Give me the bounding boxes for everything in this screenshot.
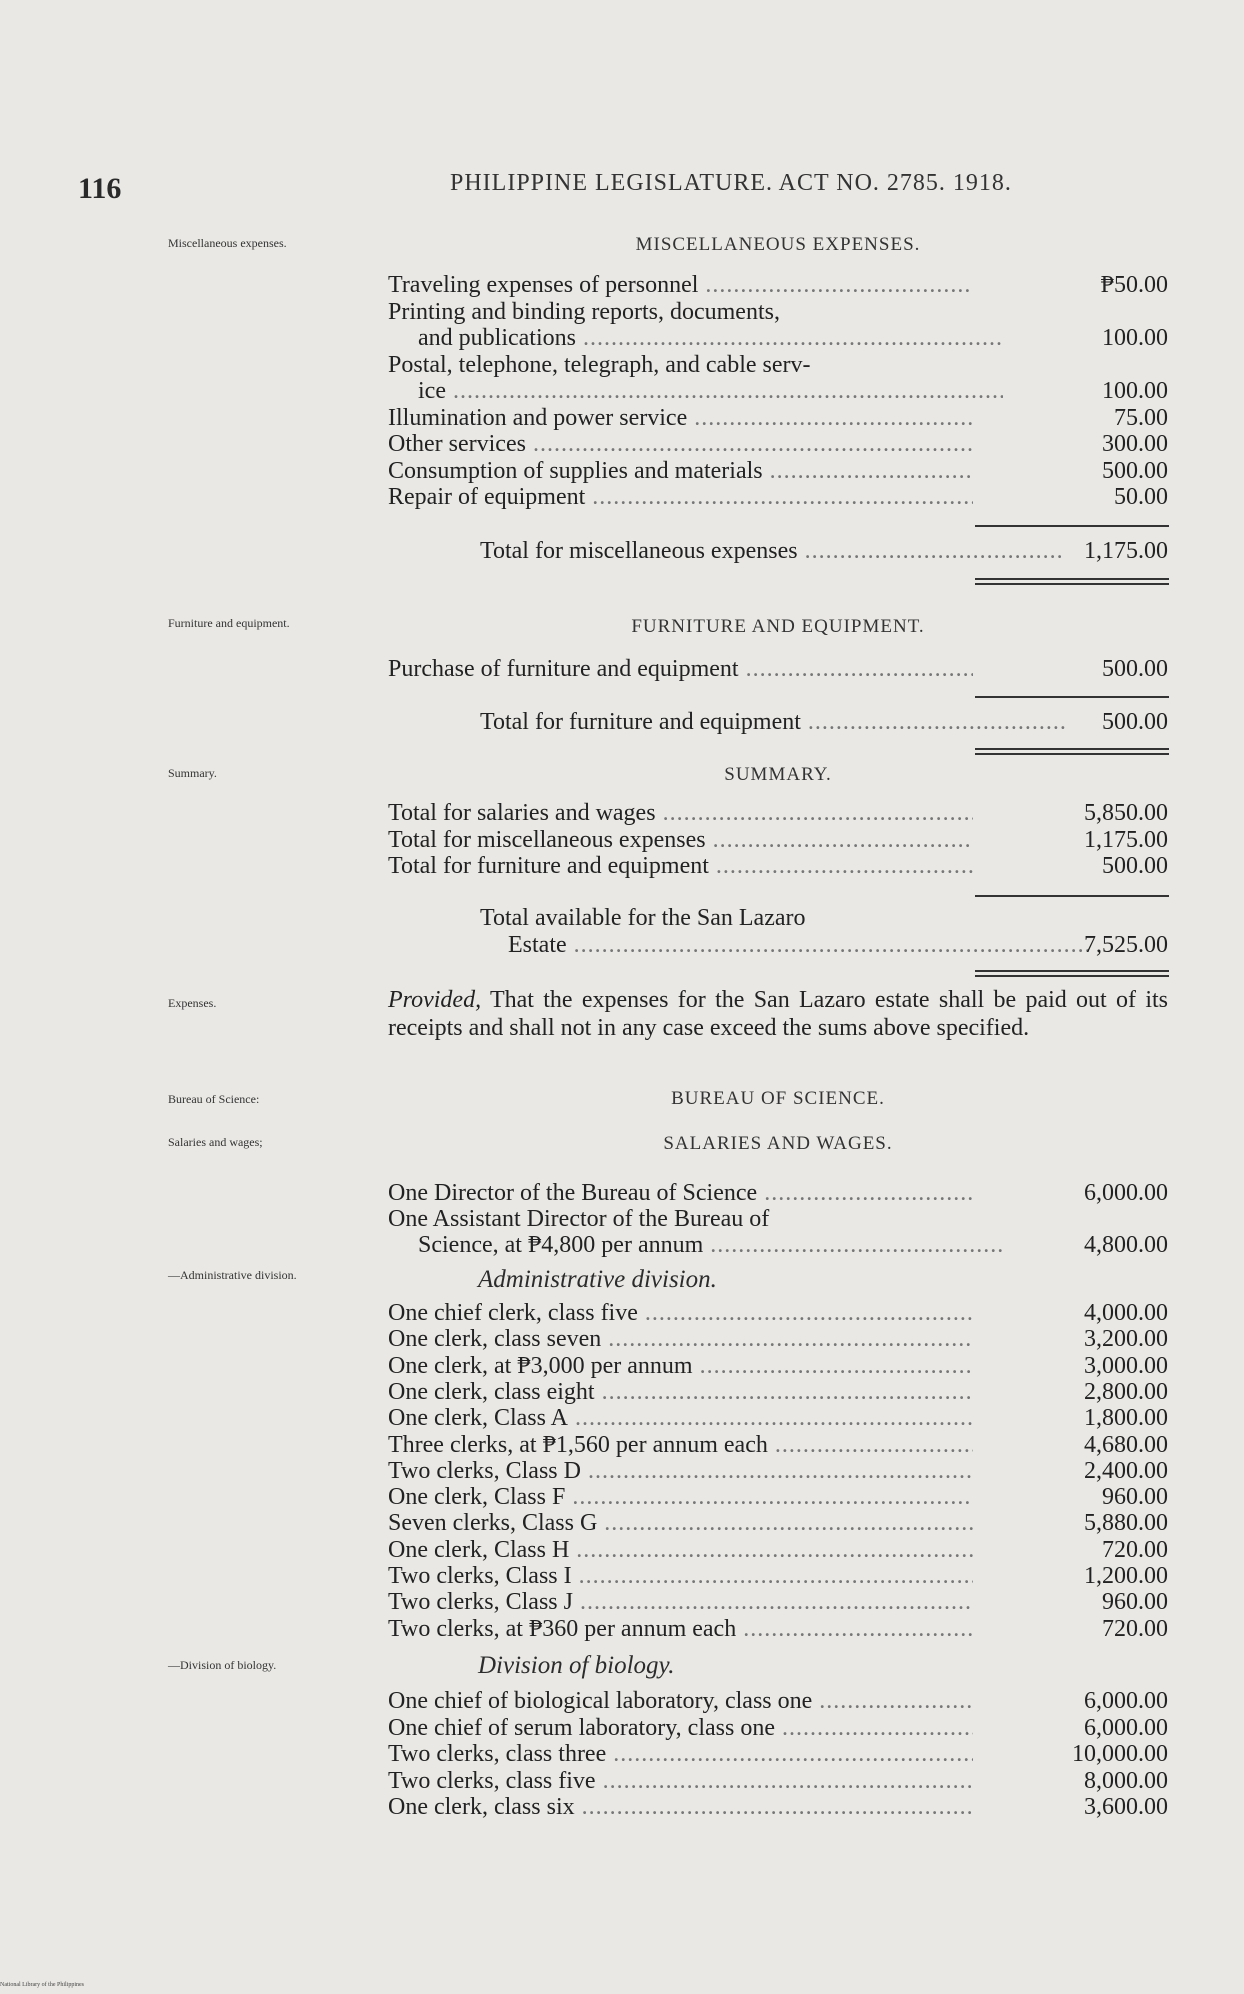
misc-row [388,272,1168,299]
bureau-item-desc: One Director of the Bureau of Science ..... [388,1180,973,1207]
misc-item-amount: 100.00 [1102,378,1168,404]
summary-row [388,827,1168,854]
double-rule [975,970,1169,977]
admin-item-desc: Two clerks, Class J ..... [388,1589,973,1616]
misc-total-row [388,538,1168,565]
admin-row [388,1300,1168,1327]
summary-heading: SUMMARY. [724,764,832,785]
misc-item-amount: ₱50.00 [1100,272,1168,298]
admin-row [388,1326,1168,1353]
furniture-heading: FURNITURE AND EQUIPMENT. [631,616,925,637]
summary-item-amount: 5,850.00 [1084,800,1168,826]
misc-row [388,378,1168,405]
misc-item-desc: and publications ..... [388,325,1003,352]
biology-item-amount: 6,000.00 [1084,1714,1168,1741]
bureau-item-amount: 6,000.00 [1084,1180,1168,1206]
summary-total-line2: Estate ..... [388,932,1093,959]
summary-item-amount: 500.00 [1102,853,1168,879]
summary-total-row-1 [388,905,1168,932]
admin-row [388,1537,1168,1564]
summary-row [388,800,1168,827]
admin-item-amount: 720.00 [1102,1536,1168,1563]
admin-item-desc: One clerk, at ₱3,000 per annum ..... [388,1353,973,1380]
admin-item-desc: One clerk, class seven ..... [388,1326,973,1353]
admin-item-desc: Three clerks, at ₱1,560 per annum each ..... [388,1432,973,1459]
misc-item-desc: Other services ..... [388,431,973,458]
admin-item-amount: 960.00 [1102,1589,1168,1616]
bureau-row [388,1206,1168,1233]
proviso-text: That the expenses for the San Lazaro estate shall be paid out of its receipts and shall not in any case exceed the sums above specified. [388,987,1168,1041]
biology-item-amount: 3,600.00 [1084,1794,1168,1820]
admin-item-desc: One clerk, Class H ..... [388,1537,973,1564]
admin-row [388,1458,1168,1485]
biology-row [388,1715,1168,1742]
misc-row [388,299,1168,326]
admin-item-amount: 5,880.00 [1084,1510,1168,1537]
admin-row [388,1484,1168,1511]
misc-row [388,352,1168,379]
furniture-desc: Purchase of furniture and equipment ..... [388,656,973,683]
margin-note-furniture: Furniture and equipment. [168,616,290,630]
furniture-row [388,656,1168,683]
misc-row [388,458,1168,485]
biology-row [388,1768,1168,1795]
admin-item-desc: One clerk, class eight ..... [388,1379,973,1406]
biology-row [388,1794,1168,1821]
misc-item-amount: 100.00 [1102,325,1168,351]
misc-total-label: Total for miscellaneous expenses ..... [388,538,1065,565]
misc-item-amount: 50.00 [1114,484,1168,510]
proviso-italic: Provided, [388,987,482,1013]
margin-note-admin: —Administrative division. [168,1268,297,1282]
margin-note-bureau: Bureau of Science: [168,1092,260,1106]
misc-item-desc: ice ..... [388,378,1003,405]
margin-note-expenses: Expenses. [168,996,217,1010]
rule [975,525,1169,527]
admin-item-amount: 2,400.00 [1084,1457,1168,1484]
biology-item-amount: 6,000.00 [1084,1688,1168,1714]
rule [975,895,1169,897]
admin-row [388,1563,1168,1590]
margin-note-misc: Miscellaneous expenses. [168,236,287,250]
page-number: 116 [78,172,122,205]
misc-row [388,325,1168,352]
admin-row [388,1589,1168,1616]
bureau-heading: BUREAU OF SCIENCE. [671,1088,885,1109]
misc-total-amount: 1,175.00 [1084,538,1168,564]
admin-item-desc: Two clerks, Class D ..... [388,1458,973,1485]
double-rule [975,578,1169,585]
furniture-total-amount: 500.00 [1102,709,1168,735]
summary-total-line1: Total available for the San Lazaro [480,905,806,931]
biology-item-amount: 10,000.00 [1072,1741,1168,1767]
misc-item-amount: 300.00 [1102,431,1168,457]
admin-item-amount: 4,000.00 [1084,1300,1168,1326]
admin-item-amount: 1,800.00 [1084,1405,1168,1432]
margin-note-biology: —Division of biology. [168,1658,277,1672]
admin-row [388,1510,1168,1537]
admin-item-desc: Seven clerks, Class G ..... [388,1510,973,1537]
misc-item-desc: Repair of equipment ..... [388,484,973,511]
biology-item-desc: One clerk, class six ..... [388,1794,973,1821]
summary-item-desc: Total for furniture and equipment ..... [388,853,973,880]
admin-item-desc: One clerk, Class F ..... [388,1484,973,1511]
misc-item-desc: Consumption of supplies and materials ..... [388,458,973,485]
admin-row [388,1405,1168,1432]
summary-row [388,853,1168,880]
admin-item-desc: Two clerks, at ₱360 per annum each ..... [388,1616,973,1643]
biology-item-desc: Two clerks, class five ..... [388,1768,973,1795]
double-rule [975,748,1169,755]
summary-item-desc: Total for miscellaneous expenses ..... [388,827,973,854]
misc-item-amount: 500.00 [1102,457,1168,484]
summary-total-amount: 7,525.00 [1084,932,1168,958]
admin-item-desc: One clerk, Class A ..... [388,1405,973,1432]
salaries-heading: SALARIES AND WAGES. [663,1133,893,1154]
misc-row [388,431,1168,458]
admin-item-amount: 720.00 [1102,1615,1168,1642]
running-title: PHILIPPINE LEGISLATURE. ACT NO. 2785. 1918. [450,170,1012,196]
admin-item-amount: 2,800.00 [1084,1378,1168,1405]
admin-row [388,1616,1168,1643]
admin-item-amount: 3,200.00 [1084,1326,1168,1353]
admin-item-desc: One chief clerk, class five ..... [388,1300,973,1327]
misc-item-amount: 75.00 [1114,404,1168,431]
misc-row [388,405,1168,432]
bureau-item-amount: 4,800.00 [1084,1232,1168,1258]
admin-item-amount: 3,000.00 [1084,1352,1168,1379]
biology-row [388,1741,1168,1768]
margin-note-salaries: Salaries and wages; [168,1135,263,1149]
biology-row [388,1688,1168,1715]
rule [975,696,1169,698]
admin-heading: Administrative division. [478,1266,717,1293]
bureau-row [388,1180,1168,1207]
biology-item-desc: One chief of biological laboratory, class one ..... [388,1688,973,1715]
misc-item-desc: Illumination and power service ..... [388,405,973,432]
furniture-total-label: Total for furniture and equipment ..... [388,709,1065,736]
furniture-total-row [388,709,1168,736]
summary-item-desc: Total for salaries and wages ..... [388,800,973,827]
summary-total-row-2 [388,932,1168,959]
proviso-paragraph [388,986,1168,1042]
bureau-row [388,1232,1168,1259]
bureau-item-desc: One Assistant Director of the Bureau of [388,1206,770,1232]
admin-item-amount: 4,680.00 [1084,1431,1168,1458]
admin-item-amount: 1,200.00 [1084,1563,1168,1589]
misc-item-desc: Printing and binding reports, documents, [388,298,780,325]
margin-note-summary: Summary. [168,766,217,780]
misc-heading: MISCELLANEOUS EXPENSES. [635,234,921,255]
biology-item-desc: Two clerks, class three ..... [388,1741,973,1768]
bureau-item-desc: Science, at ₱4,800 per annum ..... [388,1232,1003,1259]
admin-row [388,1353,1168,1380]
misc-row [388,484,1168,511]
footer-credit: National Library of the Philippines [0,1982,84,1988]
misc-item-desc: Postal, telephone, telegraph, and cable serv- [388,351,811,378]
admin-row [388,1432,1168,1459]
admin-item-amount: 960.00 [1102,1484,1168,1511]
biology-item-desc: One chief of serum laboratory, class one ..... [388,1715,973,1742]
admin-item-desc: Two clerks, Class I ..... [388,1563,973,1590]
biology-item-amount: 8,000.00 [1084,1767,1168,1794]
misc-item-desc: Traveling expenses of personnel ..... [388,272,973,299]
admin-row [388,1379,1168,1406]
biology-heading: Division of biology. [478,1652,675,1679]
summary-item-amount: 1,175.00 [1084,826,1168,853]
furniture-amount: 500.00 [1102,656,1168,682]
